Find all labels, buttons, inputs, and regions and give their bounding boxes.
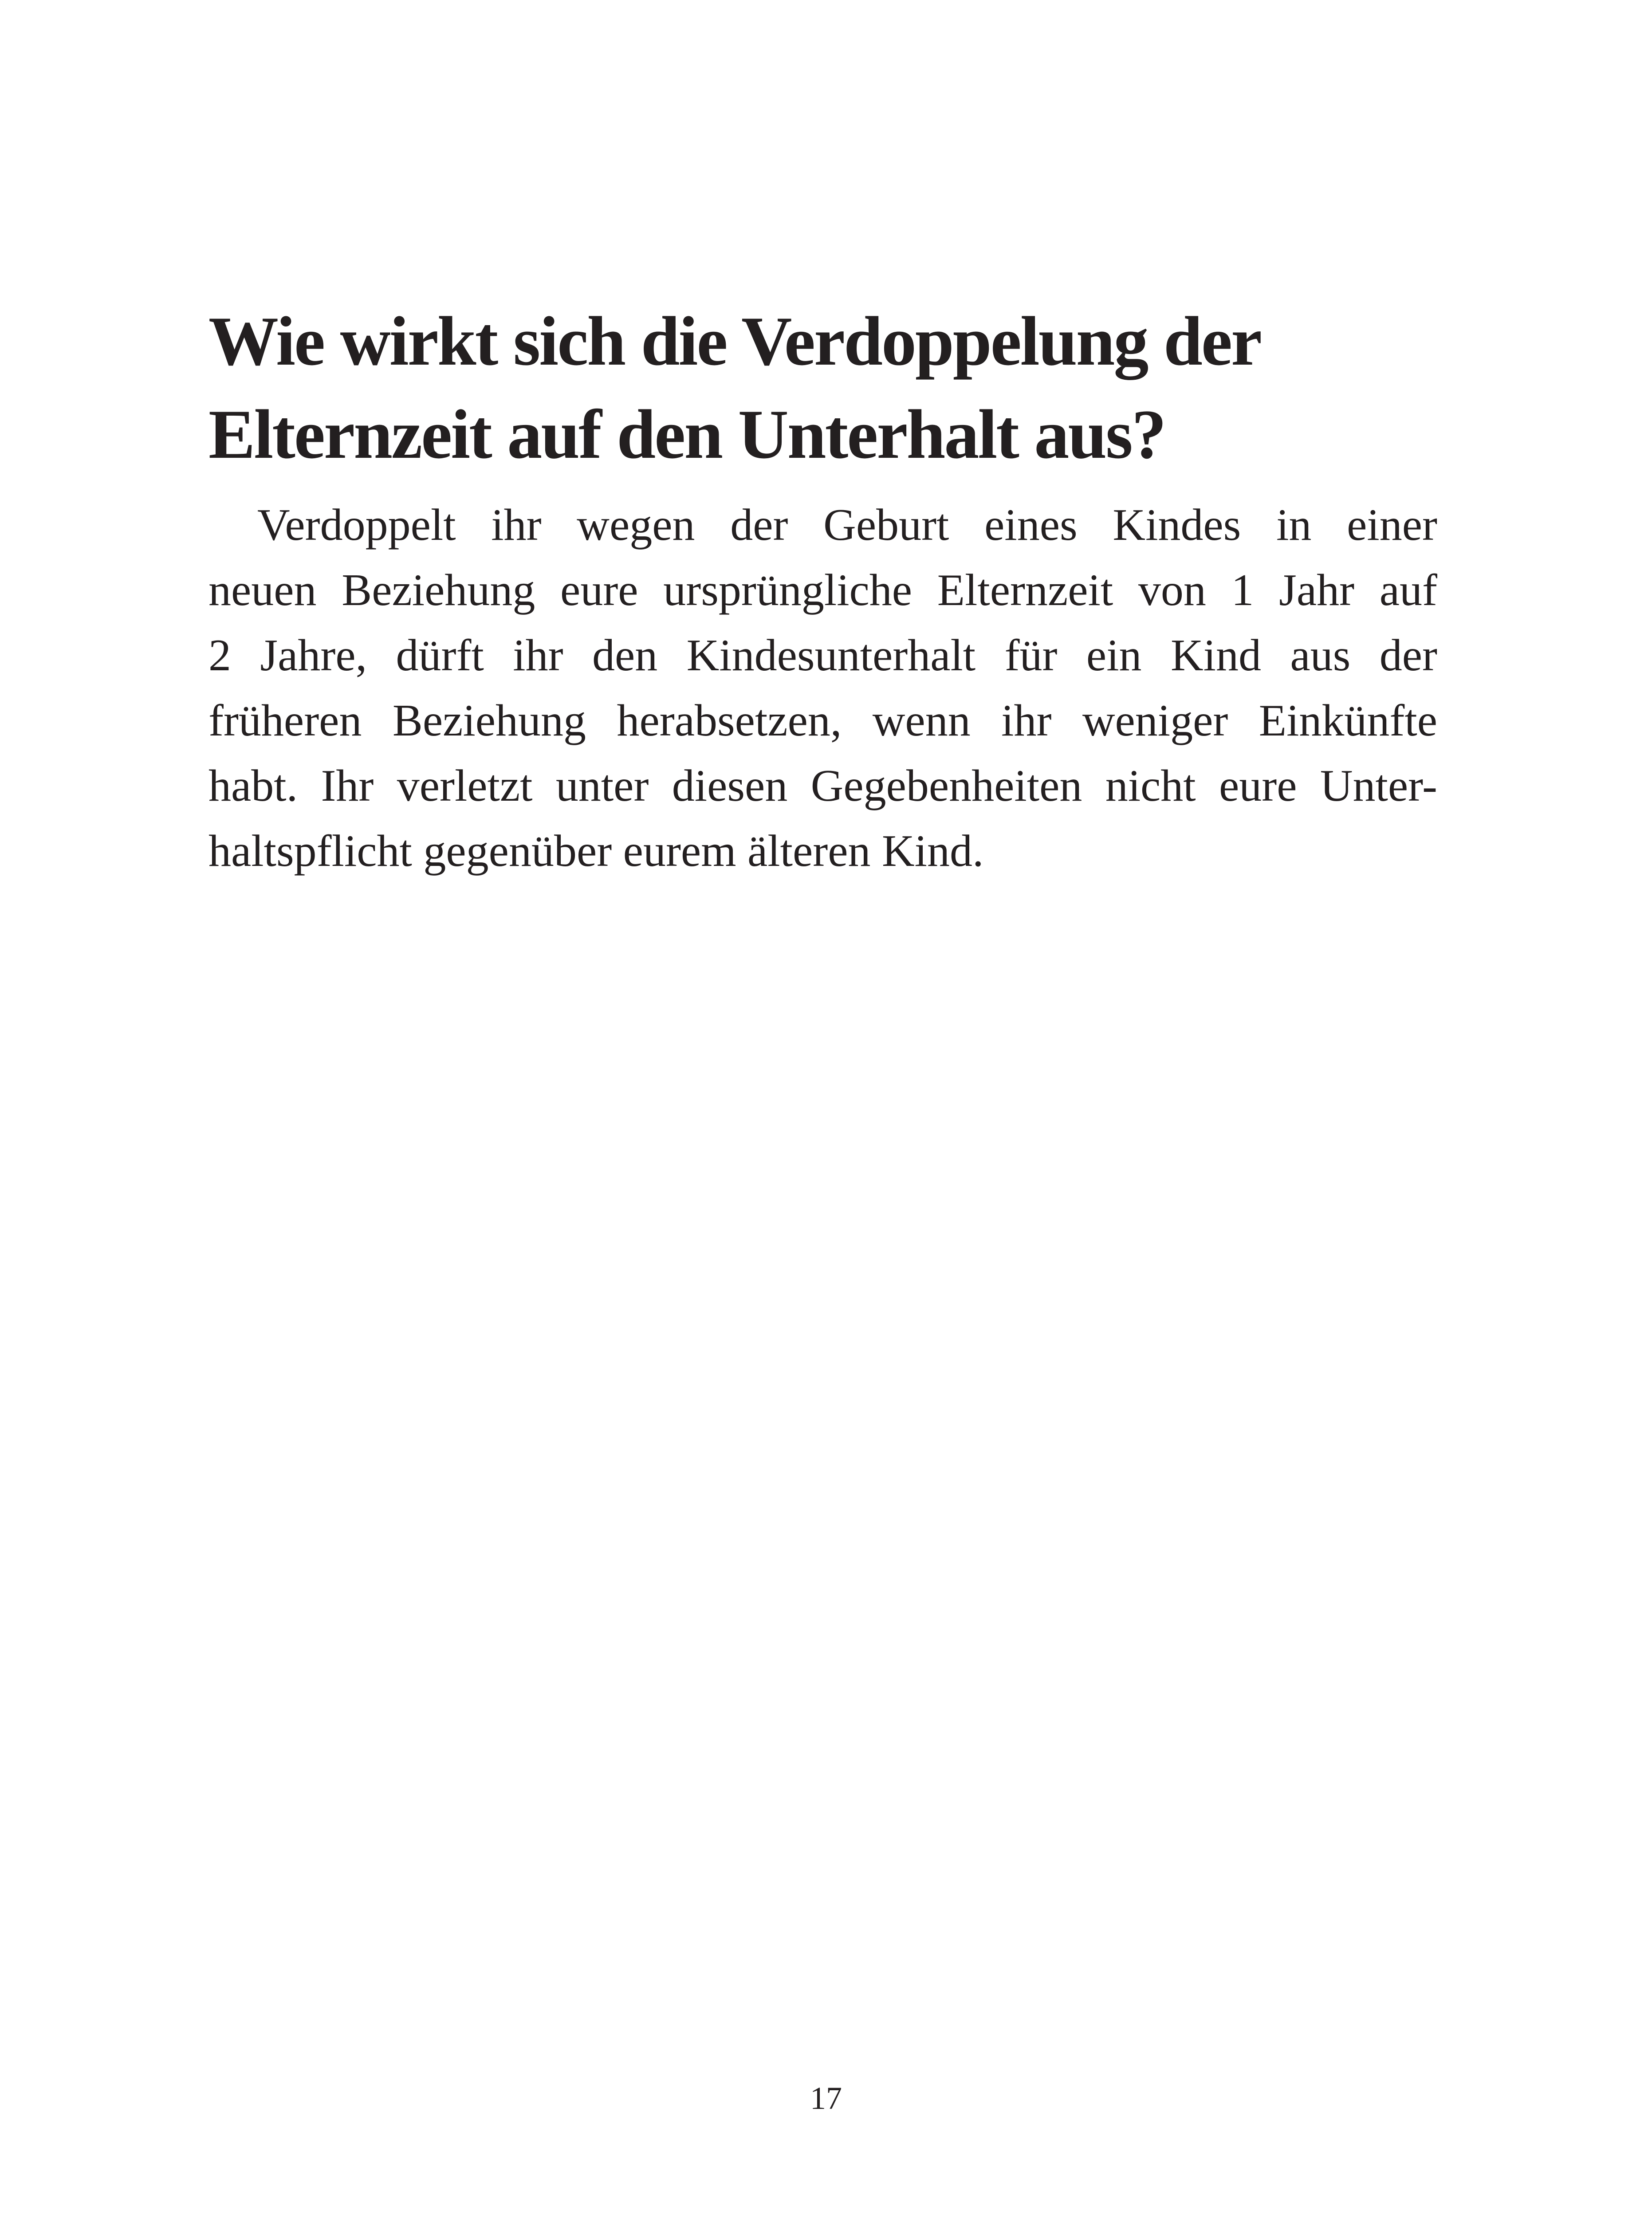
section-heading [208, 295, 1495, 481]
page-number: 17 [810, 2080, 842, 2116]
paragraph-line: 2 Jahre, dürft ihr den Kindesunterhalt für ein Kind aus der [208, 630, 1437, 680]
heading-line: Wie wirkt sich die Verdoppelung der [208, 303, 1261, 380]
paragraph-line: habt. Ihr verletzt unter diesen Gegebenheiten nicht eure Unter- [208, 761, 1437, 811]
paragraph-line: früheren Beziehung herabsetzen, wenn ihr weniger Einkünfte [208, 696, 1437, 746]
paragraph-line: haltspflicht gegenüber eurem älteren Kind. [208, 826, 984, 876]
body-paragraph [208, 492, 1437, 884]
paragraph-line: neuen Beziehung eure ursprüngliche Elternzeit von 1 Jahr auf [208, 565, 1437, 615]
paragraph-line: Verdoppelt ihr wegen der Geburt eines Kindes in einer [257, 500, 1437, 550]
heading-line: Elternzeit auf den Unterhalt aus? [208, 396, 1165, 473]
